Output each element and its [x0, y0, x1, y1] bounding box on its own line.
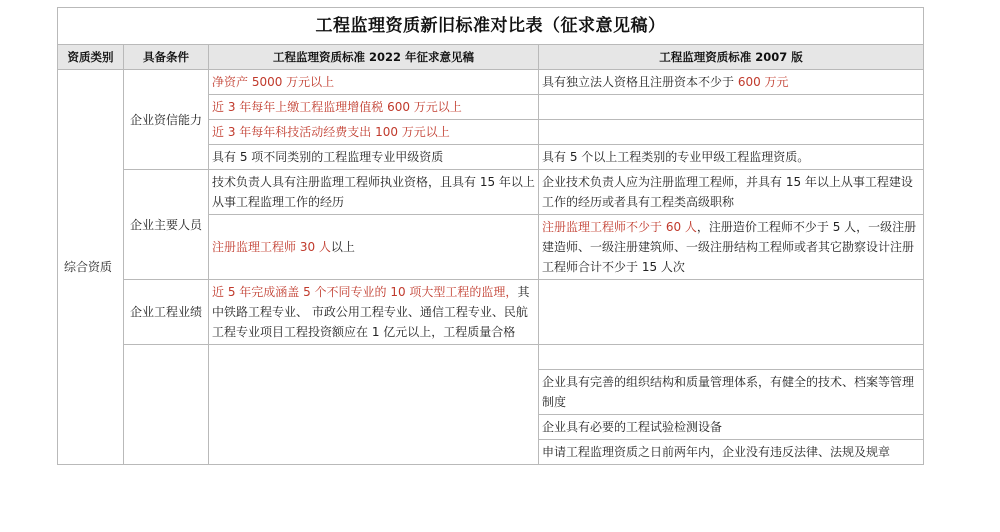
credit-old-2 [539, 95, 924, 120]
comparison-table [57, 7, 924, 465]
condition-other [124, 345, 209, 465]
header-condition: 具备条件 [124, 45, 209, 70]
other-old-1: 企业具有完善的组织结构和质量管理体系，有健全的技术、档案等管理制度 [539, 370, 924, 415]
personnel-old-2-highlight: 注册监理工程师不少于 60 人 [542, 220, 697, 234]
personnel-old-1: 企业技术负责人应为注册监理工程师，并具有 15 年以上从事工程建设工作的经历或者具有工程类高级职称 [539, 170, 924, 215]
other-old-2: 企业具有必要的工程试验检测设备 [539, 415, 924, 440]
header-new-standard: 工程监理资质标准 2022 年征求意见稿 [209, 45, 539, 70]
table-title: 工程监理资质新旧标准对比表（征求意见稿） [58, 8, 924, 45]
condition-performance: 企业工程业绩 [124, 280, 209, 345]
table-row [58, 280, 924, 345]
performance-new-text: 其中铁路工程专业、 市政公用工程专业、通信工程专业、民航工程专业项目工程投资额应在 1 亿元以上，工程质量合格 [212, 285, 530, 339]
personnel-new-2-highlight: 注册监理工程师 30 人 [212, 240, 331, 254]
condition-credit: 企业资信能力 [124, 70, 209, 170]
other-new [209, 345, 539, 465]
personnel-old-2 [539, 215, 924, 280]
personnel-new-2-text: 以上 [330, 240, 355, 254]
credit-old-3 [539, 120, 924, 145]
credit-new-3: 近 3 年每年科技活动经费支出 100 万元以上 [209, 120, 539, 145]
credit-old-1 [539, 70, 924, 95]
category-cell: 综合资质 [58, 70, 124, 465]
header-category: 资质类别 [58, 45, 124, 70]
condition-personnel: 企业主要人员 [124, 170, 209, 280]
title-row [58, 8, 924, 45]
credit-old-1-highlight: 600 万元 [737, 75, 789, 89]
credit-new-1: 净资产 5000 万元以上 [209, 70, 539, 95]
credit-old-4: 具有 5 个以上工程类别的专业甲级工程监理资质。 [539, 145, 924, 170]
other-old-3: 申请工程监理资质之日前两年内，企业没有违反法律、法规及规章 [539, 440, 924, 465]
personnel-old-2-text: ，注册造价工程师不少于 5 人，一级注册建造师、一级注册建筑师、一级注册结构工程师或者其它勘察设计注册工程师合计不少于 15 人次 [542, 220, 917, 274]
table-row [58, 170, 924, 215]
credit-new-4: 具有 5 项不同类别的工程监理专业甲级资质 [209, 145, 539, 170]
table-row [58, 70, 924, 95]
table-row [58, 345, 924, 370]
personnel-new-2 [209, 215, 539, 280]
performance-new [209, 280, 539, 345]
other-old-spacer [539, 345, 924, 370]
performance-old [539, 280, 924, 345]
header-old-standard: 工程监理资质标准 2007 版 [539, 45, 924, 70]
personnel-new-1: 技术负责人具有注册监理工程师执业资格，且具有 15 年以上从事工程监理工作的经历 [209, 170, 539, 215]
credit-new-2: 近 3 年每年上缴工程监理增值税 600 万元以上 [209, 95, 539, 120]
header-row [58, 45, 924, 70]
credit-old-1-text: 具有独立法人资格且注册资本不少于 [542, 75, 738, 89]
performance-new-highlight: 近 5 年完成涵盖 5 个不同专业的 10 项大型工程的监理， [212, 285, 518, 299]
